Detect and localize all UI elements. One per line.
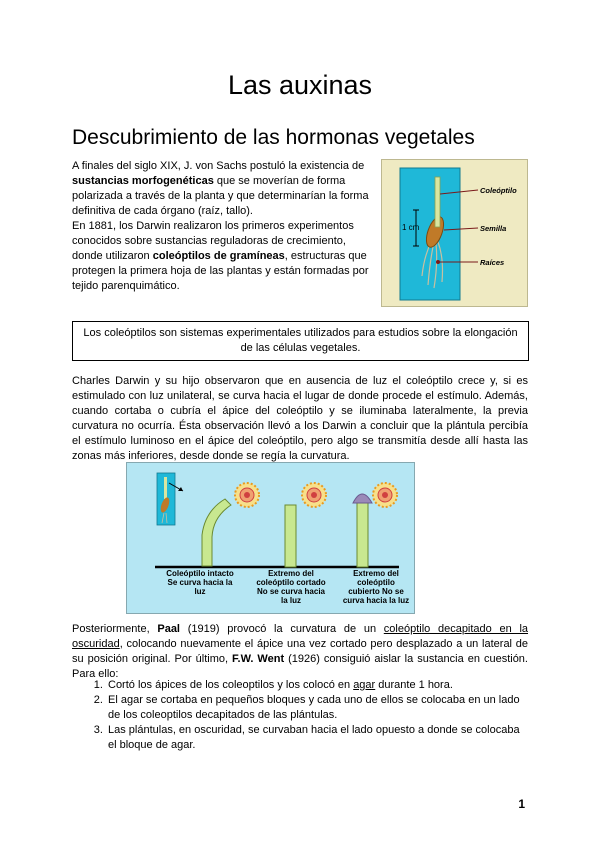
curved-coleoptile <box>202 499 231 566</box>
section-title: Descubrimiento de las hormonas vegetales <box>72 126 475 149</box>
bold-term: sustancias morfogenéticas <box>72 175 214 187</box>
coleoptile-diagram <box>382 160 527 306</box>
label-semilla: Semilla <box>480 224 507 233</box>
list-item: 1. Cortó los ápices de los coleoptilos y los colocó en agar durante 1 hora. <box>106 678 528 693</box>
list-item: 3. Las plántulas, en oscuridad, se curvaban hacia el lado opuesto a donde se colocaba el bloque de agar. <box>106 723 528 753</box>
tip-cover <box>353 494 372 503</box>
coleoptile-figure <box>381 159 528 307</box>
bold-name: Paal <box>157 623 180 635</box>
label-raices: Raíces <box>480 258 505 267</box>
caption-covered: Extremo del coleóptilo cubierto No se curva hacia la luz <box>342 569 410 605</box>
darwin-experiment-figure <box>126 462 415 614</box>
bold-name: F.W. Went <box>232 653 285 665</box>
boxed-note: Los coleóptilos son sistemas experimentales utilizados para estudios sobre la elongación de las células vegetales. <box>72 321 529 361</box>
caption-intact: Coleóptilo intacto Se curva hacia la luz <box>166 569 234 596</box>
steps-list <box>72 678 528 753</box>
label-coleoptilo: Coleóptilo <box>480 186 517 195</box>
bold-term: coleóptilos de gramíneas <box>152 250 285 262</box>
sun-icon <box>302 483 326 507</box>
cut-coleoptile <box>285 505 296 567</box>
list-item: 2. El agar se cortaba en pequeños bloques y cada uno de ellos se colocaba en un lado de los coleoptilos decapitados de las plántulas. <box>106 693 528 723</box>
underlined-term: coleóptilo decapitado en la oscuridad <box>72 623 529 650</box>
darwin-paragraph: Charles Darwin y su hijo observaron que en ausencia de luz el coleóptilo crece y, si es estimulado con luz unilateral, se curva hacia el lugar de donde procede el estímulo. Además, cuando cortaba o cubría el ápice del coleóptilo y se iluminaba lateralmente, la previa curvatura no ocurría. Ésta observación llevó a los Darwin a concluir que la plántula percibía el estímulo luminoso en el ápice del coleóptilo, pero algo se transmitía desde allí hasta las zonas más inferiores, desde donde se regía la curvatura. <box>72 375 528 462</box>
covered-coleoptile <box>357 503 368 567</box>
page-number: 1 <box>518 797 525 811</box>
later-paragraph: Posteriormente, Paal (1919) provocó la curvatura de un coleóptilo decapitado en la oscuridad, colocando nuevamente el ápice una vez cortado pero desplazado a un lateral de su posición original. Por último, F.W. Went (1926) consiguió aislar la sustancia en cuestión. Para ello: <box>72 623 529 680</box>
caption-cut: Extremo del coleóptilo cortado No se curva hacia la luz <box>256 569 326 605</box>
intro-text: A finales del siglo XIX, J. von Sachs postuló la existencia de sustancias morfogenéticas que se moverían de forma polarizada a través de la planta y que determinarían la forma definitiva de cada órgano (raíz, tallo). En 1881, los Darwin realizaron los primeros experimentos conocidos sobre sustancias reguladoras de crecimiento, donde utilizaron coleóptilos de gramíneas, estructuras que protegen la primera hoja de las plantas y están formadas por tejido parenquimático. <box>72 160 369 292</box>
scale-label: 1 cm <box>402 223 420 232</box>
page-title: Las auxinas <box>227 70 373 100</box>
sun-icon <box>235 483 259 507</box>
sun-icon <box>373 483 397 507</box>
